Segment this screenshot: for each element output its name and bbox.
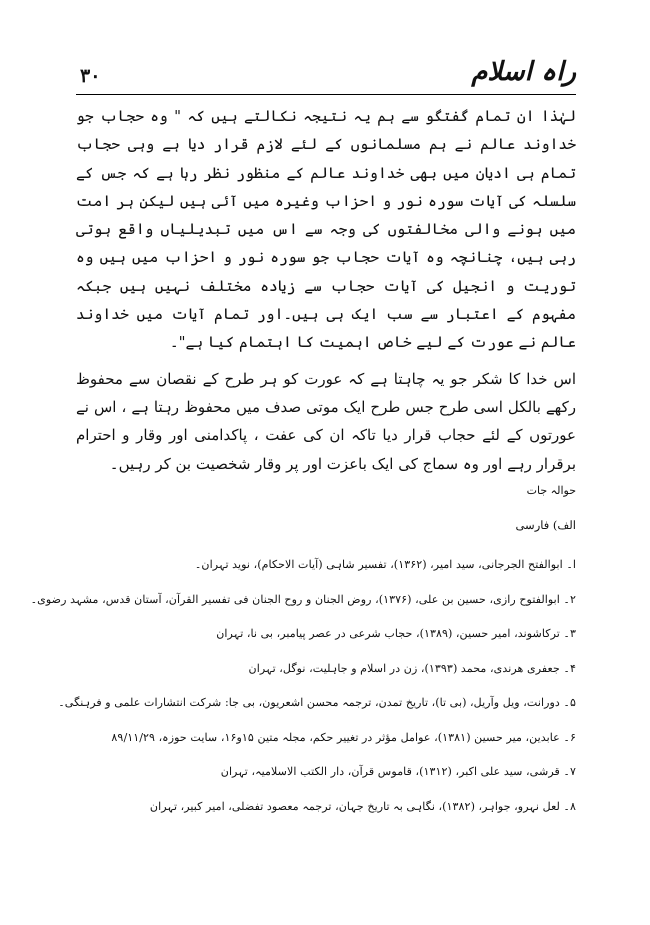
body-text xyxy=(76,102,576,486)
header-divider xyxy=(76,94,576,95)
reference-item-8: ۸۔ لعل نہرو، جواہر، (۱۳۸۲)، نگاہی بہ تاریخ جہان، ترجمہ معصود تفضلی، امیر کبیر، تہران xyxy=(149,799,576,813)
references-list xyxy=(30,548,576,824)
reference-item-7: ۷۔ قرشی، سید علی اکبر، (۱۳۱۲)، قاموس قرآن، دار الکتب الاسلامیہ، تہران xyxy=(220,765,576,778)
reference-item-2: ۲۔ ابوالفتوح رازی، حسین بن علی، (۱۳۷۶)، روض الجنان و روح الجنان فی تفسیر القرآن، آستان قدس، مشہد رضوی۔ xyxy=(30,592,576,606)
reference-item-1: ا۔ ابوالفتح الجرجانی، سید امیر، (۱۳۶۲)، تفسیر شاہی (آیات الاحکام)، نوید تہران۔ xyxy=(194,558,576,571)
reference-item-5: ۵۔ دورانت، ویل وآریل، (بی تا)، تاریخ تمدن، ترجمہ محسن اشعریون، بی جا: شرکت انتشارات علمی و فرہنگی۔ xyxy=(58,696,576,709)
references-heading: حوالہ جات xyxy=(526,484,576,497)
paragraph-2: اس خدا کا شکر جو یہ چاہتا ہے کہ عورت کو ہر طرح کے نقصان سے محفوظ رکھے بالکل اسی طرح جس طرح ایک موتی صدف میں محفوظ رہتا ہے ، اس نے عورتوں کے لئے حجاب قرار دیا تاکہ ان کی عفت ، پاکدامنی اور وقار و احترام برقرار رہے اور وہ سماج کی ایک باعزت اور پر وقار شخصیت بن کر رہیں۔ xyxy=(76,369,576,473)
page-number: ۳۰ xyxy=(80,65,101,87)
paragraph-1: لہٰذا ان تمام گفتگو سے ہم یہ نتیجہ نکالتے ہیں کہ " وہ حجاب جو خداوند عالم نے ہم مسلمانوں کے لئے لازم قرار دیا ہے وہی حجاب تمام ہی ادیان میں بھی خداوند عالم کے منظور نظر رہا ہے کہ جس کے سلسلہ کی آیات سورہ نور و احزاب وغیرہ میں آئی ہیں لیکن ہر امت میں ہونے والی مخالفتوں کی وجہ سے اس میں تبدیلیاں واقع ہوتی رہی ہیں، چنانچہ وہ آیات حجاب جو سورہ نور و احزاب میں ہیں وہ توریت و انجیل کی آیات حجاب سے زیادہ مختلف نہیں ہیں جبکہ مفہوم کے اعتبار سے سب ایک ہی ہیں۔اور تمام آیات میں خداوند عالم نے عورت کے لیے خاص اہمیت کا اہتمام کیا ہے"۔ xyxy=(76,107,576,352)
journal-title: راہ اسلام xyxy=(471,57,576,87)
reference-item-3: ۳۔ ترکاشوند، امیر حسین، (۱۳۸۹)، حجاب شرعی در عصر پیامبر، بی نا، تہران xyxy=(216,627,576,640)
reference-item-4: ۴۔ جعفری ھرندی، محمد (۱۳۹۳)، زن در اسلام و جاہلیت، نوگل، تہران xyxy=(248,661,576,675)
page-header xyxy=(76,55,576,97)
reference-item-6: ۶۔ عابدین، میر حسین (۱۳۸۱)، عوامل مؤثر در تغییر حکم، مجلہ متین ۱۵و۱۶، سایت حوزہ، ۸۹/۱۱/۲۹ xyxy=(111,730,576,744)
references-subheading: الف) فارسی xyxy=(515,518,576,532)
